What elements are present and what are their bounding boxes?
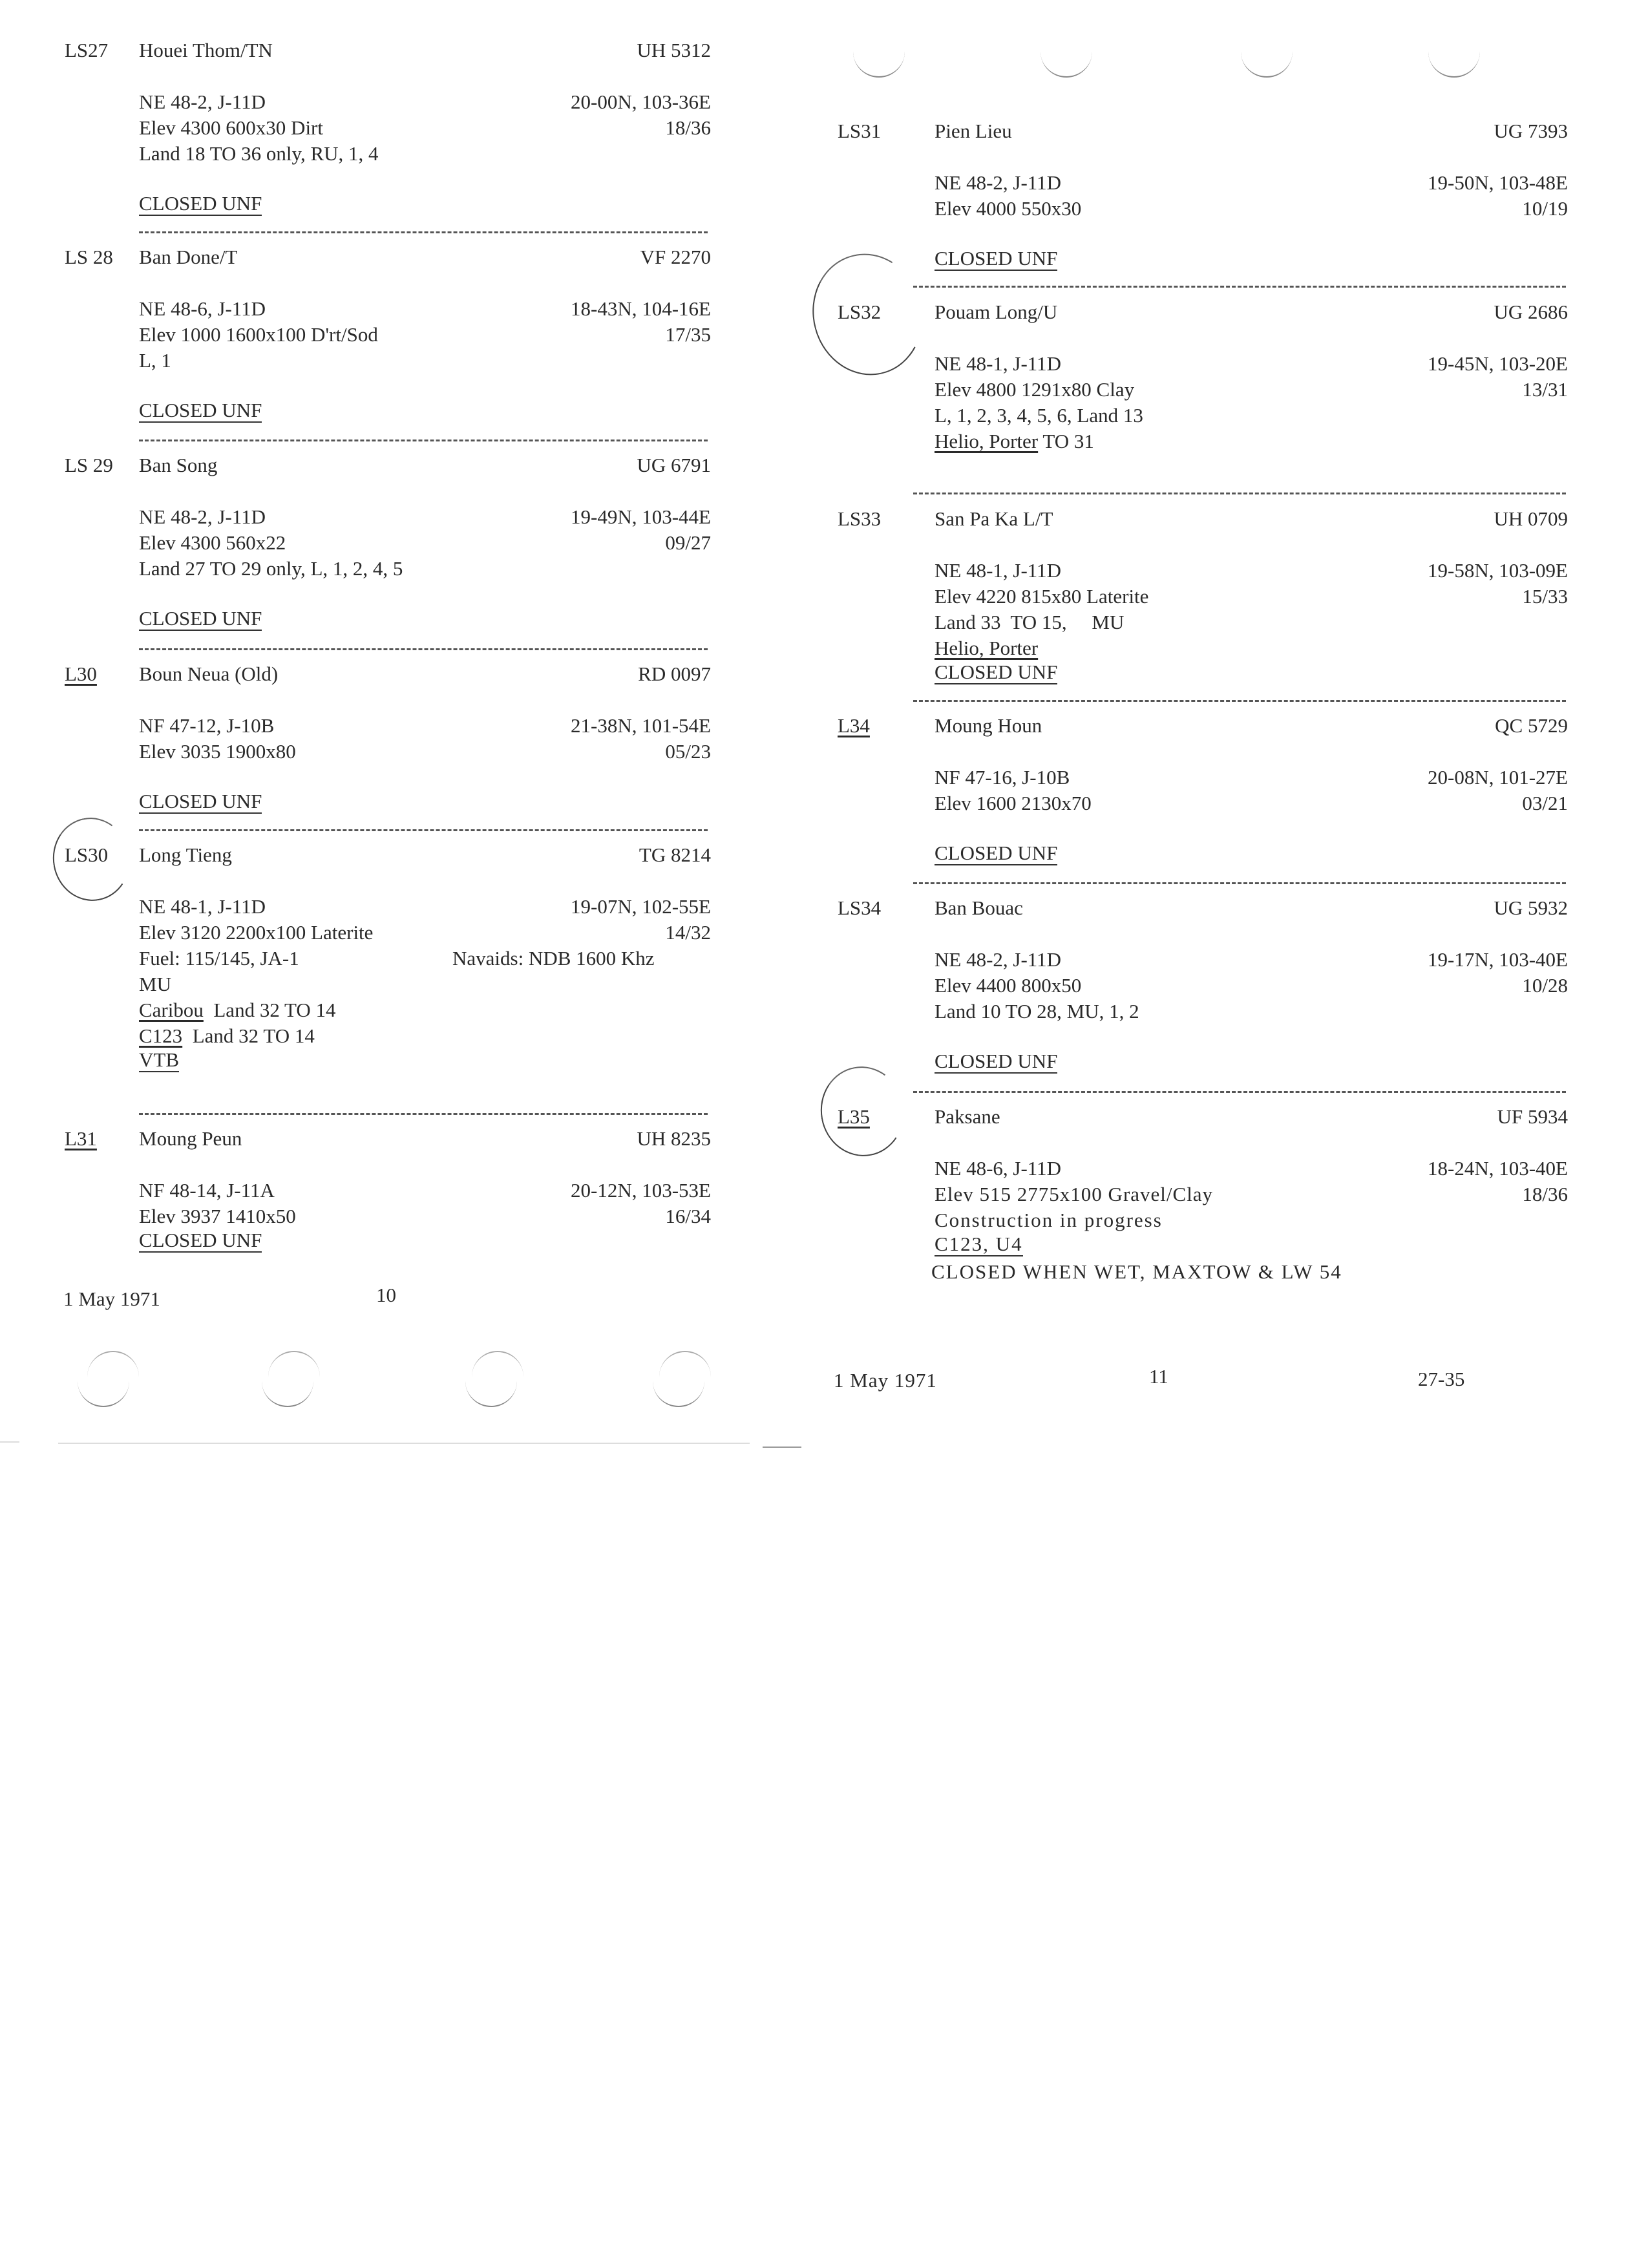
runway-heading: 10/19 (1522, 197, 1568, 220)
status-line (838, 1050, 1568, 1076)
coordinates: 19-49N, 103-44E (571, 505, 711, 528)
runway-heading: 17/35 (665, 323, 711, 346)
dashed-separator (139, 648, 708, 650)
status-line (65, 1229, 711, 1255)
site-name: Long Tieng (139, 843, 232, 866)
airfield-entry-l31 (65, 1126, 711, 1255)
status-line (65, 608, 711, 633)
punch-hole-mark (465, 1380, 517, 1407)
dashed-separator (913, 1091, 1566, 1093)
left-page (0, 0, 743, 1448)
coordinates: 20-08N, 101-27E (1428, 766, 1568, 789)
status-text: CLOSED UNF (139, 607, 262, 630)
detail-line: Elev 4800 1291x80 Clay 13/31 (838, 377, 1568, 403)
page-number: 10 (376, 1284, 396, 1306)
detail-line: NF 47-12, J-10B 21-38N, 101-54E (65, 713, 711, 739)
site-name: Houei Thom/TN (139, 39, 273, 61)
punch-hole-mark (262, 1380, 313, 1407)
status-text: CLOSED UNF (139, 1229, 262, 1251)
status-line (65, 193, 711, 218)
detail-line: Caribou Land 32 TO 14 (139, 999, 336, 1021)
airfield-entry-ls34 (838, 895, 1568, 1076)
status-text: CLOSED UNF (935, 1050, 1058, 1072)
airfield-entry-ls30 (65, 842, 711, 1075)
site-code: L30 (65, 662, 97, 685)
coordinates: 20-00N, 103-36E (571, 90, 711, 113)
entry-header (65, 37, 711, 63)
grid-reference: VF 2270 (640, 246, 711, 268)
page-range: 27-35 (1418, 1368, 1465, 1390)
runway-heading: 16/34 (665, 1205, 711, 1227)
site-code: LS31 (838, 120, 882, 142)
detail-line: NE 48-2, J-11D 19-17N, 103-40E (838, 947, 1568, 973)
detail-line: L, 1 (139, 349, 171, 372)
grid-reference: UH 8235 (637, 1127, 711, 1150)
entry-header (65, 842, 711, 868)
runway-heading: 10/28 (1522, 974, 1568, 997)
punch-hole-mark (659, 1351, 711, 1378)
entry-header (65, 1126, 711, 1152)
detail-line: Elev 1000 1600x100 D'rt/Sod 17/35 (65, 322, 711, 348)
site-name: Moung Peun (139, 1127, 242, 1150)
airfield-entry-ls32 (838, 299, 1568, 454)
right-page (743, 0, 1648, 1448)
site-code: LS27 (65, 39, 109, 61)
detail-line: Helio, Porter TO 31 (935, 430, 1094, 452)
coordinates: 21-38N, 101-54E (571, 714, 711, 737)
entry-header (65, 661, 711, 687)
detail-line: Elev 4400 800x50 10/28 (838, 973, 1568, 999)
site-name: Paksane (935, 1105, 1000, 1128)
airfield-entry-ls28 (65, 244, 711, 425)
site-name: Ban Song (139, 454, 218, 476)
dashed-separator (913, 882, 1566, 884)
detail-line: NE 48-1, J-11D 19-58N, 103-09E (838, 558, 1568, 584)
grid-reference: UF 5934 (1497, 1105, 1568, 1128)
grid-reference: UH 5312 (637, 39, 711, 61)
detail-line: NE 48-6, J-11D 18-24N, 103-40E (838, 1156, 1568, 1182)
grid-reference: UG 7393 (1494, 120, 1568, 142)
footer-date: 1 May 1971 (834, 1369, 937, 1392)
page-number: 11 (1149, 1365, 1168, 1388)
detail-line: Elev 3035 1900x80 05/23 (65, 739, 711, 765)
detail-line: Elev 3937 1410x50 16/34 (65, 1203, 711, 1229)
detail-line: VTB (139, 1048, 179, 1071)
site-name: Pien Lieu (935, 120, 1012, 142)
detail-line: NE 48-6, J-11D 18-43N, 104-16E (65, 296, 711, 322)
site-code: L31 (65, 1127, 97, 1150)
airfield-entry-l34 (838, 713, 1568, 868)
site-code: L35 (838, 1105, 870, 1128)
coordinates: 19-07N, 102-55E (571, 895, 711, 918)
detail-line: Land 18 TO 36 only, RU, 1, 4 (139, 142, 379, 165)
grid-reference: UG 5932 (1494, 896, 1568, 919)
dashed-separator (139, 231, 708, 233)
runway-heading: 13/31 (1522, 378, 1568, 401)
detail-line: Elev 4000 550x30 10/19 (838, 196, 1568, 222)
site-name: San Pa Ka L/T (935, 507, 1053, 530)
entry-header (65, 452, 711, 478)
airfield-entry-ls33 (838, 506, 1568, 687)
entry-header (838, 299, 1568, 325)
runway-heading: 09/27 (665, 531, 711, 554)
detail-line: Elev 4300 600x30 Dirt 18/36 (65, 115, 711, 141)
site-code: LS34 (838, 896, 882, 919)
punch-hole-mark (472, 1351, 523, 1378)
status-text: CLOSED UNF (935, 842, 1058, 864)
detail-line: Elev 4300 560x22 09/27 (65, 530, 711, 556)
runway-heading: 15/33 (1522, 585, 1568, 608)
coordinates: 20-12N, 103-53E (571, 1179, 711, 1202)
detail-line: Construction in progress (935, 1209, 1163, 1231)
site-code: LS32 (838, 301, 882, 323)
site-name: Ban Done/T (139, 246, 238, 268)
status-line (838, 661, 1568, 687)
detail-line: NE 48-1, J-11D 19-45N, 103-20E (838, 351, 1568, 377)
site-code: LS 29 (65, 454, 113, 476)
coordinates: 18-24N, 103-40E (1428, 1157, 1568, 1180)
status-text: CLOSED UNF (139, 790, 262, 812)
status-text: CLOSED UNF (935, 661, 1058, 683)
dashed-separator (913, 286, 1566, 288)
punch-hole-mark (1041, 50, 1092, 78)
entry-header (838, 895, 1568, 921)
scan-edge-line (763, 1447, 801, 1448)
site-name: Pouam Long/U (935, 301, 1058, 323)
coordinates: 18-43N, 104-16E (571, 297, 711, 320)
site-name: Boun Neua (Old) (139, 662, 279, 685)
status-line (65, 399, 711, 425)
site-code: L34 (838, 714, 870, 737)
detail-line: NE 48-2, J-11D 19-49N, 103-44E (65, 504, 711, 530)
entry-header (65, 244, 711, 270)
footer-date: 1 May 1971 (63, 1288, 160, 1310)
dashed-separator (913, 493, 1566, 494)
detail-line: NE 48-1, J-11D 19-07N, 102-55E (65, 894, 711, 920)
dashed-separator (139, 1113, 708, 1115)
status-text: CLOSED UNF (935, 247, 1058, 270)
runway-heading: 18/36 (1522, 1183, 1568, 1205)
site-code: LS33 (838, 507, 882, 530)
detail-line: C123, U4 (935, 1233, 1023, 1255)
status-line (838, 248, 1568, 273)
airfield-entry-l35 (838, 1104, 1568, 1285)
grid-reference: UG 6791 (637, 454, 711, 476)
status-text: CLOSED UNF (139, 399, 262, 421)
status-line (838, 842, 1568, 868)
grid-reference: UH 0709 (1494, 507, 1568, 530)
runway-heading: 14/32 (665, 921, 711, 944)
dashed-separator (913, 700, 1566, 702)
site-name: Moung Houn (935, 714, 1042, 737)
site-name: Ban Bouac (935, 896, 1023, 919)
detail-line: NF 47-16, J-10B 20-08N, 101-27E (838, 765, 1568, 790)
detail-line: CLOSED WHEN WET, MAXTOW & LW 54 (931, 1260, 1342, 1283)
coordinates: 19-17N, 103-40E (1428, 948, 1568, 971)
detail-line: Elev 1600 2130x70 03/21 (838, 790, 1568, 816)
punch-hole-mark (1241, 50, 1293, 78)
punch-hole-mark (653, 1380, 704, 1407)
dashed-separator (139, 440, 708, 441)
detail-line: C123 Land 32 TO 14 (139, 1024, 315, 1047)
airfield-entry-ls31 (838, 118, 1568, 273)
punch-hole-mark (1428, 50, 1480, 78)
runway-heading: 18/36 (665, 116, 711, 139)
airfield-entry-ls29 (65, 452, 711, 633)
scan-edge-line (58, 1443, 750, 1444)
detail-line: NF 48-14, J-11A 20-12N, 103-53E (65, 1178, 711, 1203)
runway-heading: 05/23 (665, 740, 711, 763)
detail-line: Land 10 TO 28, MU, 1, 2 (935, 1000, 1139, 1023)
detail-line: MU (139, 973, 171, 995)
detail-line: Elev 4220 815x80 Laterite 15/33 (838, 584, 1568, 609)
coordinates: 19-45N, 103-20E (1428, 352, 1568, 375)
punch-hole-mark (853, 50, 905, 78)
scan-edge-line (0, 1441, 19, 1443)
grid-reference: UG 2686 (1494, 301, 1568, 323)
detail-line: L, 1, 2, 3, 4, 5, 6, Land 13 (935, 404, 1143, 427)
grid-reference: RD 0097 (638, 662, 711, 685)
site-code: LS 28 (65, 246, 113, 268)
detail-line: NE 48-2, J-11D 19-50N, 103-48E (838, 170, 1568, 196)
grid-reference: TG 8214 (639, 843, 711, 866)
detail-line: Helio, Porter (935, 637, 1039, 659)
detail-line: Elev 515 2775x100 Gravel/Clay 18/36 (838, 1182, 1568, 1207)
entry-header (838, 713, 1568, 739)
entry-header (838, 118, 1568, 144)
status-line (65, 790, 711, 816)
detail-line: Elev 3120 2200x100 Laterite 14/32 (65, 920, 711, 946)
grid-reference: QC 5729 (1495, 714, 1568, 737)
entry-header (838, 506, 1568, 532)
runway-heading: 03/21 (1522, 792, 1568, 814)
detail-line: Land 27 TO 29 only, L, 1, 2, 4, 5 (139, 557, 403, 580)
airfield-entry-l30 (65, 661, 711, 816)
dashed-separator (139, 829, 708, 831)
navaids: Navaids: NDB 1600 Khz (452, 947, 655, 970)
coordinates: 19-50N, 103-48E (1428, 171, 1568, 194)
status-text: CLOSED UNF (139, 192, 262, 215)
punch-hole-mark (87, 1351, 139, 1378)
detail-line: NE 48-2, J-11D 20-00N, 103-36E (65, 89, 711, 115)
site-code: LS30 (65, 843, 109, 866)
entry-header (838, 1104, 1568, 1130)
airfield-entry-ls27 (65, 37, 711, 218)
punch-hole-mark (268, 1351, 320, 1378)
detail-line: Land 33 TO 15, MU (935, 611, 1125, 633)
detail-line: Fuel: 115/145, JA-1 Navaids: NDB 1600 Khz (65, 946, 711, 971)
punch-hole-mark (78, 1380, 129, 1407)
coordinates: 19-58N, 103-09E (1428, 559, 1568, 582)
